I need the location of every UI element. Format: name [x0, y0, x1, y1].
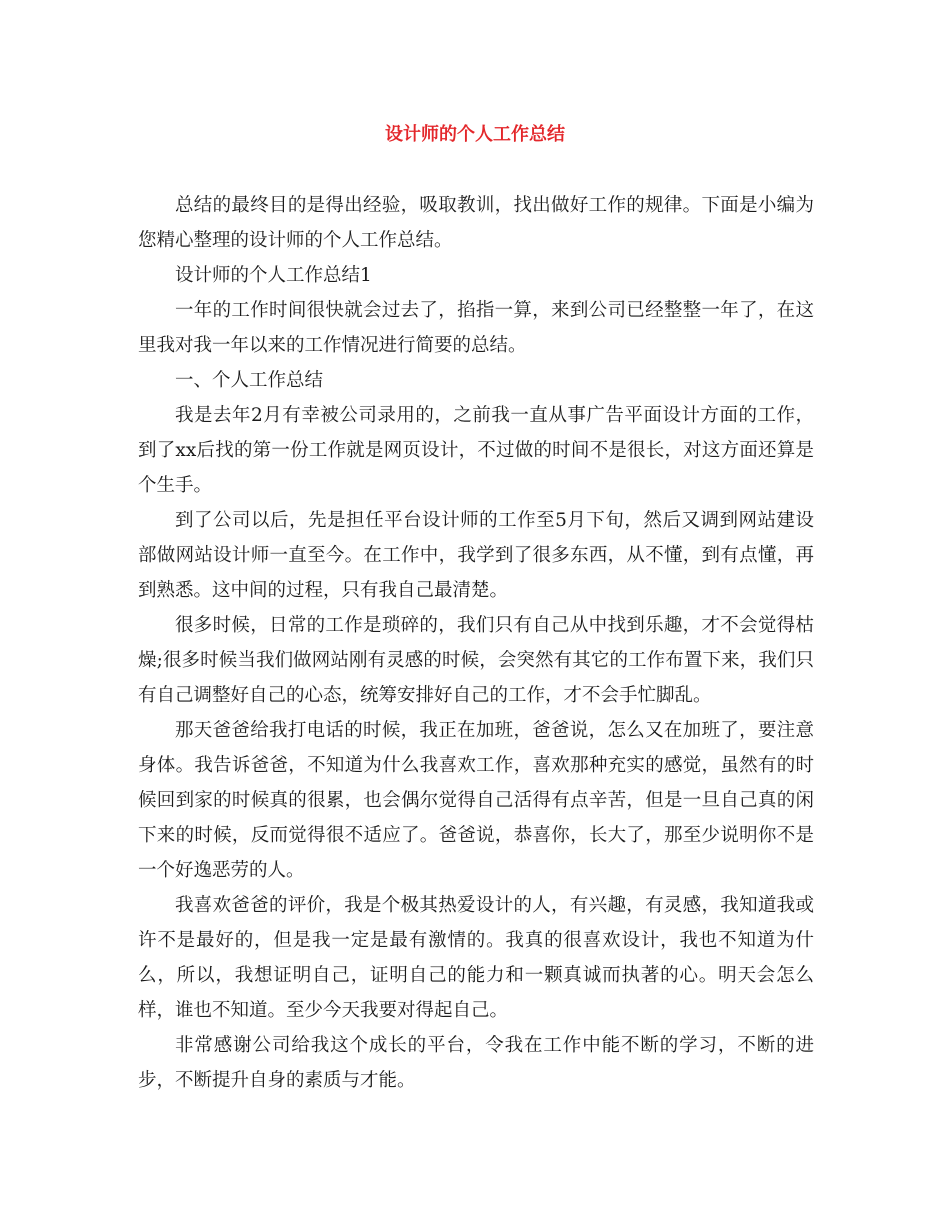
- paragraph-passion: 我喜欢爸爸的评价，我是个极其热爱设计的人，有兴趣，有灵感，我知道我或许不是最好的，但是我一定是最有激情的。我真的很喜欢设计，我也不知道为什么，所以，我想证明自己，证明自己的能力和一颗真诚而执著的心。明天会怎么样，谁也不知道。至少今天我要对得起自己。: [138, 895, 814, 1021]
- paragraph-hired: 我是去年2月有幸被公司录用的，之前我一直从事广告平面设计方面的工作，到了xx后找的第一份工作就是网页设计，不过做的时间不是很长，对这方面还算是个生手。: [138, 405, 814, 496]
- section-heading-summary-1: 设计师的个人工作总结1: [175, 265, 372, 286]
- section-heading-personal-work: 一、个人工作总结: [175, 370, 324, 391]
- paragraph-thanks: 非常感谢公司给我这个成长的平台，令我在工作中能不断的学习，不断的进步，不断提升自身的素质与才能。: [138, 1035, 814, 1091]
- paragraph-intro: 总结的最终目的是得出经验，吸取教训，找出做好工作的规律。下面是小编为您精心整理的设计师的个人工作总结。: [138, 195, 814, 251]
- paragraph-roles: 到了公司以后，先是担任平台设计师的工作至5月下旬，然后又调到网站建设部做网站设计师一直至今。在工作中，我学到了很多东西，从不懂，到有点懂，再到熟悉。这中间的过程，只有我自己最清楚。: [138, 510, 814, 601]
- document-title: 设计师的个人工作总结: [385, 124, 565, 145]
- document-body: [138, 188, 814, 1098]
- paragraph-year-review: 一年的工作时间很快就会过去了，掐指一算，来到公司已经整整一年了，在这里我对我一年以来的工作情况进行简要的总结。: [138, 300, 814, 356]
- paragraph-father-call: 那天爸爸给我打电话的时候，我正在加班，爸爸说，怎么又在加班了，要注意身体。我告诉爸爸，不知道为什么我喜欢工作，喜欢那种充实的感觉，虽然有的时候回到家的时候真的很累，也会偶尔觉得自己活得有点辛苦，但是一旦自己真的闲下来的时候，反而觉得很不适应了。爸爸说，恭喜你，长大了，那至少说明你不是一个好逸恶劳的人。: [138, 720, 814, 881]
- paragraph-daily-work: 很多时候，日常的工作是琐碎的，我们只有自己从中找到乐趣，才不会觉得枯燥;很多时候当我们做网站刚有灵感的时候，会突然有其它的工作布置下来，我们只有自己调整好自己的心态，统筹安排好自己的工作，才不会手忙脚乱。: [138, 615, 814, 706]
